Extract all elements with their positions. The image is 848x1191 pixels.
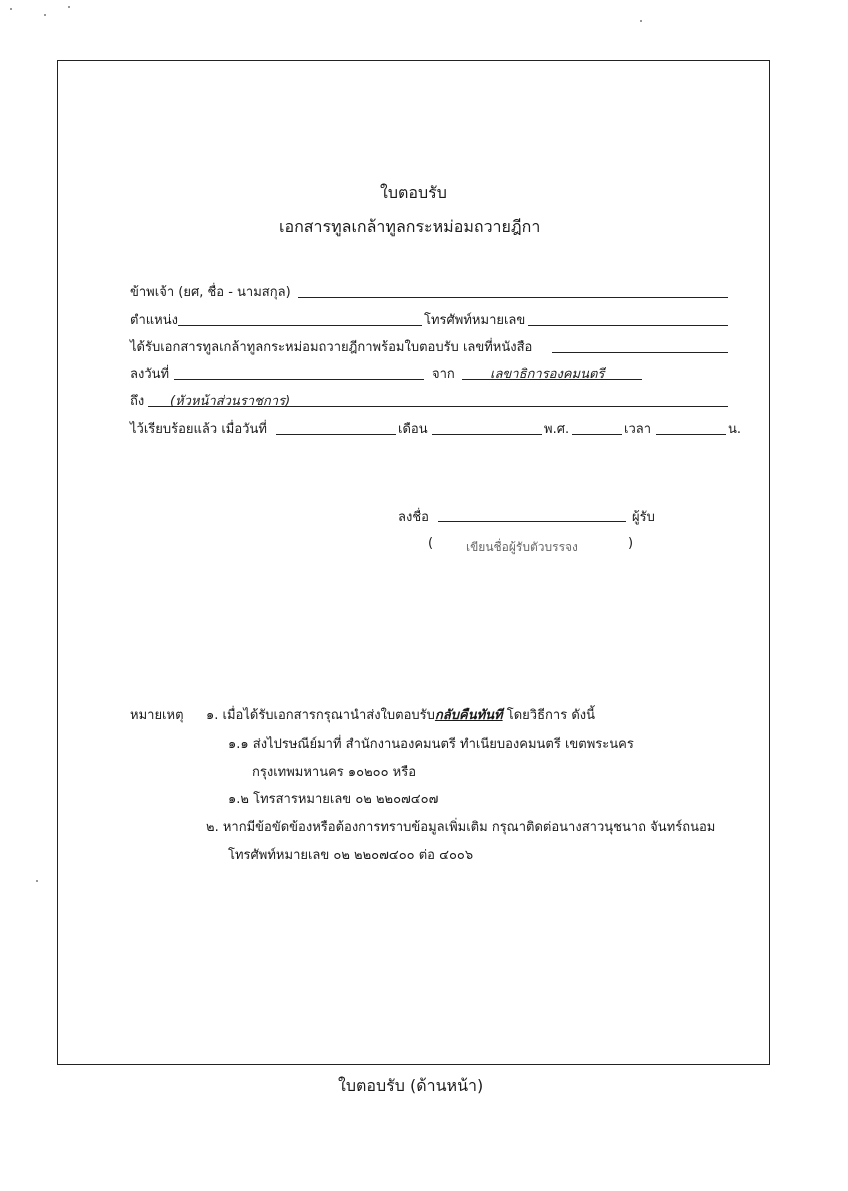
phone-label: โทรศัพท์หมายเลข [424, 313, 526, 328]
name-label: ข้าพเจ้า (ยศ, ชื่อ - นามสกุล) [130, 285, 291, 300]
from-value: เลขาธิการองคมนตรี [490, 367, 605, 382]
note-item-1-prefix: ๑. เมื่อได้รับเอกสารกรุณานำส่งใบตอบรับ [206, 708, 435, 723]
form-subtitle: เอกสารทูลเกล้าทูลกระหม่อมถวายฎีกา [279, 217, 541, 236]
note-item-1-suffix: โดยวิธีการ ดังนี้ [502, 708, 595, 723]
scan-speck [36, 880, 38, 882]
year-label: พ.ศ. [544, 422, 570, 437]
time-label: เวลา [624, 422, 652, 437]
name-hint: เขียนชื่อผู้รับตัวบรรจง [466, 540, 578, 554]
to-label: ถึง [130, 394, 145, 409]
note-item-1-1-line1: ๑.๑ ส่งไปรษณีย์มาที่ สำนักงานองคมนตรี ทำเนียบองคมนตรี เขตพระนคร [228, 737, 634, 752]
received-on-label: ไว้เรียบร้อยแล้ว เมื่อวันที่ [130, 422, 267, 437]
open-paren: ( [428, 536, 434, 551]
position-label: ตำแหน่ง [130, 313, 178, 328]
document-number-field[interactable] [552, 352, 728, 353]
note-item-2-line2: โทรศัพท์หมายเลข ๐๒ ๒๒๐๗๔๐๐ ต่อ ๔๐๐๖ [228, 848, 474, 863]
form-title: ใบตอบรับ [380, 183, 447, 202]
month-field[interactable] [432, 434, 542, 435]
time-field[interactable] [656, 434, 726, 435]
scan-speck [640, 20, 642, 22]
dated-field[interactable] [174, 379, 424, 380]
year-field[interactable] [572, 434, 622, 435]
note-item-1-emphasis: กลับคืนทันที [434, 708, 503, 723]
from-label: จาก [432, 367, 455, 382]
phone-field[interactable] [528, 325, 728, 326]
notes-label: หมายเหตุ [130, 708, 184, 723]
sign-label: ลงชื่อ [398, 510, 429, 525]
form-frame [57, 60, 770, 1065]
day-field[interactable] [276, 434, 396, 435]
receiver-label: ผู้รับ [632, 510, 655, 525]
scan-speck [44, 14, 46, 16]
received-label: ได้รับเอกสารทูลเกล้าทูลกระหม่อมถวายฎีกาพร้อมใบตอบรับ เลขที่หนังสือ [130, 340, 533, 355]
scan-speck [10, 8, 12, 10]
month-label: เดือน [398, 422, 428, 437]
close-paren: ) [628, 536, 634, 551]
time-unit: น. [728, 422, 742, 437]
dated-label: ลงวันที่ [130, 367, 170, 382]
note-item-1 [206, 704, 595, 725]
position-field[interactable] [178, 325, 422, 326]
scan-speck [68, 6, 70, 8]
signature-field[interactable] [438, 521, 626, 522]
to-value: (หัวหน้าส่วนราชการ) [170, 394, 291, 409]
note-item-2-line1: ๒. หากมีข้อขัดข้องหรือต้องการทราบข้อมูลเพิ่มเติม กรุณาติดต่อนางสาวนุชนาถ จันทร์ถนอม [206, 820, 716, 835]
note-item-1-2: ๑.๒ โทรสารหมายเลข ๐๒ ๒๒๐๗๔๐๗ [228, 792, 439, 807]
note-item-1-1-line2: กรุงเทพมหานคร ๑๐๒๐๐ หรือ [252, 765, 417, 780]
name-field[interactable] [298, 297, 728, 298]
page-caption: ใบตอบรับ (ด้านหน้า) [338, 1076, 484, 1095]
